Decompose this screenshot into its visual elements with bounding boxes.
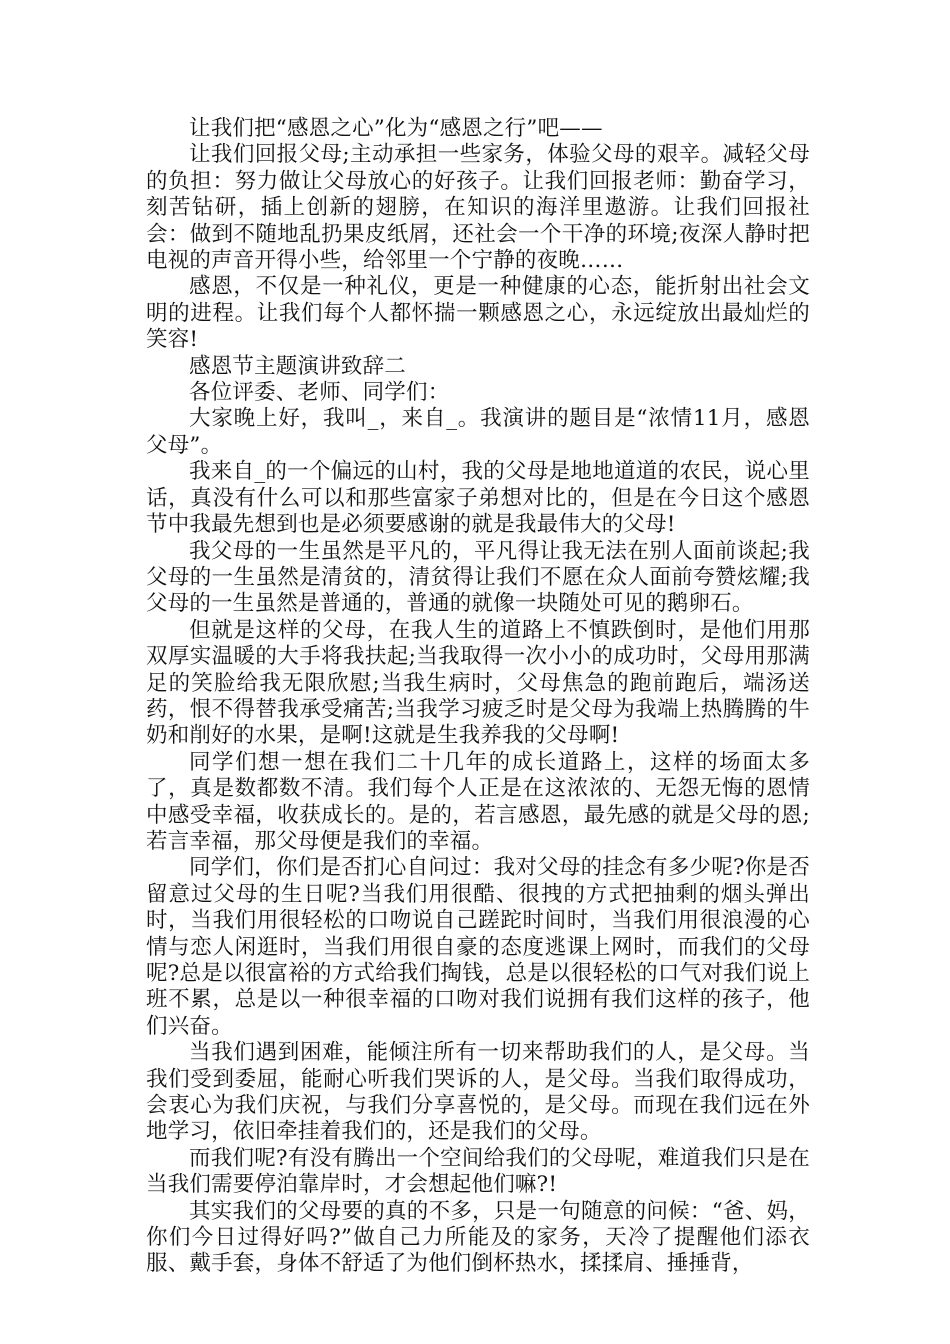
section-heading: 感恩节主题演讲致辞二	[189, 353, 407, 379]
paragraph-repay-parents-teachers-society: 让我们回报父母;主动承担一些家务，体验父母的艰辛。减轻父母的负担：努力做让父母放心的好孩子。让我们回报老师：勤奋学习，刻苦钻研，插上创新的翅膀，在知识的海洋里遨游。让我们回报社会：做到不随地乱扔果皮纸屑，还社会一个干净的环境;夜深人静时把电视的声音开得小些，给邻里一个宁静的夜晚……	[146, 142, 810, 274]
paragraph-growth-happiness: 同学们想一想在我们二十几年的成长道路上，这样的场面太多了，真是数都数不清。我们每个人正是在这浓浓的、无怨无悔的恩情中感受幸福，收获成长的。是的，若言感恩，最先感的就是父母的恩;若言幸福，那父母便是我们的幸福。	[146, 749, 810, 854]
paragraph-hometown: 我来自_的一个偏远的山村，我的父母是地地道道的农民，说心里话，真没有什么可以和那些富家子弟想对比的，但是在今日这个感恩节中我最先想到也是必须要感谢的就是我最伟大的父母!	[146, 459, 810, 538]
paragraph-self-reflection: 同学们，你们是否扪心自问过：我对父母的挂念有多少呢?你是否留意过父母的生日呢?当我们用很酷、很拽的方式把抽剩的烟头弹出时，当我们用很轻松的口吻说自己蹉跎时间时，当我们用很浪漫的心情与恋人闲逛时，当我们用很自豪的态度逃课上网时，而我们的父母呢?总是以很富裕的方式给我们掏钱，总是以很轻松的口气对我们说上班不累，总是以一种很幸福的口吻对我们说拥有我们这样的孩子，他们兴奋。	[146, 855, 810, 1039]
paragraph-greeting-topic: 大家晚上好，我叫_，来自_。我演讲的题目是“浓情11月，感恩父母”。	[146, 406, 810, 458]
paragraph-what-about-us: 而我们呢?有没有腾出一个空间给我们的父母呢，难道我们只是在当我们需要停泊靠岸时，才会想起他们嘛?!	[146, 1145, 810, 1198]
paragraph-simple-needs: 其实我们的父母要的真的不多，只是一句随意的问候：“爸、妈，你们今日过得好吗?”做自己力所能及的家务，天冷了提醒他们添衣服、戴手套，身体不舒适了为他们倒杯热水，揉揉肩、捶捶背，	[146, 1198, 810, 1277]
paragraph-ordinary-parents: 我父母的一生虽然是平凡的，平凡得让我无法在别人面前谈起;我父母的一生虽然是清贫的，清贫得让我们不愿在众人面前夸赞炫耀;我父母的一生虽然是普通的，普通的就像一块随处可见的鹅卵石。	[146, 538, 810, 617]
paragraph-parents-support: 但就是这样的父母，在我人生的道路上不慎跌倒时，是他们用那双厚实温暖的大手将我扶起;当我取得一次小小的成功时，父母用那满足的笑脸给我无限欣慰;当我生病时，父母焦急的跑前跑后，端汤送药，恨不得替我承受痛苦;当我学习疲乏时是父母为我端上热腾腾的牛奶和削好的水果，是啊!这就是生我养我的父母啊!	[146, 617, 810, 749]
paragraph-parents-always-there: 当我们遇到困难，能倾注所有一切来帮助我们的人，是父母。当我们受到委屈，能耐心听我们哭诉的人，是父母。当我们取得成功，会衷心为我们庆祝，与我们分享喜悦的，是父母。而现在我们远在外地学习，依旧牵挂着我们的，还是我们的父母。	[146, 1040, 810, 1145]
document-page	[146, 116, 810, 1278]
paragraph-call-to-action: 让我们把“感恩之心”化为“感恩之行”吧——	[189, 116, 603, 141]
paragraph-gratitude-attitude: 感恩，不仅是一种礼仪，更是一种健康的心态，能折射出社会文明的进程。让我们每个人都怀揣一颗感恩之心，永远绽放出最灿烂的笑容!	[146, 274, 810, 353]
salutation: 各位评委、老师、同学们：	[189, 380, 450, 406]
